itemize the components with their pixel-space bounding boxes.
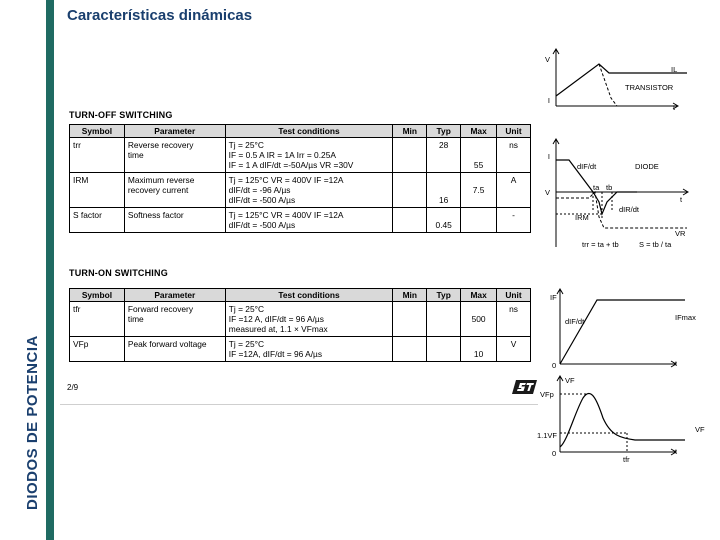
table-header-row	[70, 125, 531, 138]
unit-cell: A	[510, 175, 517, 185]
label-zero1: 0	[552, 361, 557, 370]
label-il: IL	[671, 65, 678, 74]
condition-line: dIF/dt = -96 A/µs	[228, 185, 291, 195]
label-diode: DIODE	[635, 162, 659, 171]
label-vr: VR	[675, 229, 686, 238]
label-irm: IRM	[575, 213, 589, 222]
col-unit: Unit	[497, 125, 531, 138]
col-max: Max	[461, 125, 497, 138]
col-symbol: Symbol	[70, 125, 125, 138]
unit-cell: -	[512, 210, 515, 220]
symbol-cell: tfr	[73, 304, 81, 314]
parameter-line: Forward recovery	[127, 304, 194, 314]
col-conditions: Test conditions	[225, 289, 393, 302]
parameter-line: Maximum reverse	[127, 175, 195, 185]
typ-line: 28	[439, 140, 449, 150]
symbol-cell: trr	[73, 140, 81, 150]
label-tfr: tfr	[623, 455, 630, 464]
turn-on-waveform-diagram	[535, 282, 715, 464]
condition-line: IF =12A, dIF/dt = 96 A/µs	[228, 349, 323, 359]
col-conditions: Test conditions	[225, 125, 393, 138]
condition-line: Tj = 125°C VR = 400V IF =12A	[228, 175, 344, 185]
max-line: 500	[471, 314, 486, 324]
parameter-line: Reverse recovery	[127, 140, 194, 150]
side-title: DIODOS DE POTENCIA	[24, 335, 41, 510]
label-t2: t	[675, 447, 678, 456]
col-unit: Unit	[497, 289, 531, 302]
symbol-cell: S factor	[73, 210, 102, 220]
condition-line: Tj = 25°C	[228, 140, 264, 150]
label-tb: tb	[606, 183, 613, 192]
parameter-line: Softness factor	[127, 210, 184, 220]
condition-line: dIF/dt = -500 A/µs	[228, 220, 296, 230]
label-ifmax: IFmax	[675, 313, 696, 322]
label-v2: V	[544, 188, 550, 197]
typ-line: 16	[439, 195, 449, 205]
label-trr-eq: trr = ta + tb	[582, 240, 619, 249]
table-header-row	[70, 289, 531, 302]
max-line: 55	[473, 160, 484, 170]
condition-line: measured at, 1.1 × VFmax	[228, 324, 328, 334]
symbol-cell: VFp	[73, 339, 89, 349]
table-row	[70, 208, 531, 233]
label-s-eq: S = tb / ta	[639, 240, 672, 249]
turn-off-waveform-diagram	[537, 42, 717, 254]
unit-cell: ns	[509, 140, 518, 150]
label-vfp: VFp	[540, 390, 554, 399]
col-min: Min	[393, 289, 427, 302]
table-row	[70, 302, 531, 337]
label-vf: VF	[565, 376, 575, 385]
condition-line: dIF/dt = -500 A/µs	[228, 195, 296, 205]
label-v: V	[544, 55, 550, 64]
col-min: Min	[393, 125, 427, 138]
label-t1: t	[675, 359, 678, 368]
col-symbol: Symbol	[70, 289, 125, 302]
label-i2: I	[547, 152, 550, 161]
max-line: 10	[473, 349, 484, 359]
label-i1: I	[547, 96, 550, 105]
typ-line: 0.45	[435, 220, 452, 230]
side-accent-bar	[46, 0, 54, 540]
label-vf11: 1.1VF	[537, 431, 558, 440]
condition-line: IF = 1 A dIF/dt =-50A/µs VR =30V	[228, 160, 354, 170]
col-parameter: Parameter	[124, 125, 225, 138]
turn-off-title: TURN-OFF SWITCHING	[69, 110, 173, 120]
condition-line: IF = 0.5 A IR = 1A Irr = 0.25A	[228, 150, 336, 160]
label-zero2: 0	[552, 449, 557, 458]
scan-divider	[60, 404, 538, 405]
unit-cell: V	[510, 339, 517, 349]
max-line: 7.5	[472, 185, 485, 195]
parameter-line: recovery current	[127, 185, 189, 195]
table-row	[70, 337, 531, 362]
parameter-line: time	[127, 150, 144, 160]
label-dif: dIF/dt	[565, 317, 585, 326]
table-row	[70, 138, 531, 173]
col-parameter: Parameter	[124, 289, 225, 302]
label-dif: dIF/dt	[577, 162, 597, 171]
condition-line: Tj = 25°C	[228, 304, 264, 314]
condition-line: Tj = 25°C	[228, 339, 264, 349]
page-number: 2/9	[67, 383, 79, 392]
unit-cell: ns	[509, 304, 518, 314]
condition-line: Tj = 125°C VR = 400V IF =12A	[228, 210, 344, 220]
condition-line: IF =12 A, dIF/dt = 96 A/µs	[228, 314, 324, 324]
slide-title: Características dinámicas	[67, 7, 253, 24]
parameter-line: time	[127, 314, 144, 324]
col-max: Max	[461, 289, 497, 302]
parameter-line: Peak forward voltage	[127, 339, 207, 349]
label-t1: t	[673, 103, 676, 112]
turn-on-title: TURN-ON SWITCHING	[69, 268, 168, 278]
symbol-cell: IRM	[73, 175, 89, 185]
table-row	[70, 173, 531, 208]
label-transistor: TRANSISTOR	[625, 83, 674, 92]
turn-on-table	[69, 288, 531, 362]
col-typ: Typ	[427, 125, 461, 138]
label-dir: dIR/dt	[619, 205, 640, 214]
label-ta: ta	[593, 183, 600, 192]
label-vf-right: VF	[695, 425, 705, 434]
label-if: IF	[550, 293, 557, 302]
turn-off-table	[69, 124, 531, 233]
label-t2: t	[680, 195, 683, 204]
col-typ: Typ	[427, 289, 461, 302]
